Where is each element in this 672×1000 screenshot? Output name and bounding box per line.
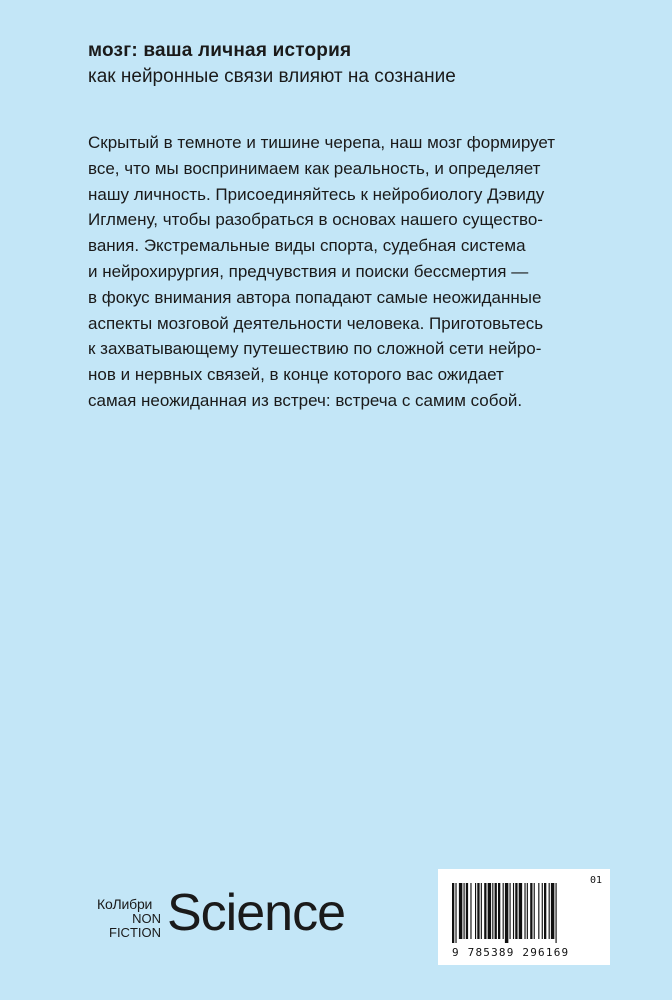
blurb-line: вания. Экстремальные виды спорта, судебная система bbox=[88, 236, 526, 256]
blurb-line: Иглмену, чтобы разобраться в основах нашего существо- bbox=[88, 210, 543, 230]
blurb-line: все, что мы воспринимаем как реальность, и определяет bbox=[88, 158, 541, 178]
barcode-bar bbox=[459, 883, 462, 939]
barcode-bar bbox=[534, 883, 535, 939]
blurb-line: нов и нервных связей, в конце которого вас ожидает bbox=[88, 365, 504, 385]
barcode-bar bbox=[510, 883, 511, 939]
barcode-digits: 9 785389 296169 bbox=[452, 946, 570, 959]
nonfiction-line1: NON bbox=[132, 911, 161, 926]
barcode-bar bbox=[488, 883, 491, 939]
barcode-bar bbox=[527, 883, 528, 939]
barcode-bar bbox=[524, 883, 525, 939]
barcode-bar bbox=[556, 883, 557, 943]
barcode-bar bbox=[470, 883, 471, 939]
barcode-bar bbox=[530, 883, 532, 939]
barcode-addon: 01 bbox=[589, 875, 602, 886]
blurb-line: в фокус внимания автора попадают самые неожиданные bbox=[88, 287, 542, 307]
blurb-line: Скрытый в темноте и тишине черепа, наш мозг формирует bbox=[88, 133, 556, 152]
barcode-bar bbox=[505, 883, 508, 943]
publisher-name: КоЛибри bbox=[97, 896, 153, 912]
barcode-bar bbox=[551, 883, 554, 939]
barcode bbox=[438, 869, 610, 965]
barcode-bar bbox=[542, 883, 543, 939]
barcode-bar bbox=[475, 883, 476, 939]
barcode-bar bbox=[503, 883, 504, 939]
barcode-bar bbox=[519, 883, 522, 939]
nonfiction-label bbox=[97, 912, 161, 939]
barcode-bar bbox=[515, 883, 517, 939]
barcode-bar bbox=[484, 883, 486, 939]
blurb-line: самая неожиданная из встреч: встреча с самим собой. bbox=[88, 390, 523, 410]
barcode-bar bbox=[481, 883, 482, 939]
barcode-bar bbox=[549, 883, 550, 939]
barcode-bar bbox=[464, 883, 465, 939]
barcode-bar bbox=[544, 883, 546, 939]
barcode-bar bbox=[538, 883, 539, 939]
barcode-bar bbox=[452, 883, 454, 943]
book-subtitle: как нейронные связи влияют на сознание bbox=[88, 66, 456, 87]
barcode-bar bbox=[455, 883, 456, 943]
barcode-bar bbox=[513, 883, 514, 939]
blurb-line: нашу личность. Присоединяйтесь к нейробиологу Дэвиду bbox=[88, 184, 545, 204]
barcode-bar bbox=[477, 883, 479, 939]
barcode-bar bbox=[495, 883, 497, 939]
blurb-line: аспекты мозговой деятельности человека. Приготовьтесь bbox=[88, 313, 544, 333]
barcode-bar bbox=[466, 883, 468, 939]
barcode-bar bbox=[492, 883, 493, 939]
blurb bbox=[88, 130, 588, 414]
barcode-bar bbox=[498, 883, 500, 939]
blurb-line: и нейрохирургия, предчувствия и поиски бессмертия — bbox=[88, 261, 529, 281]
blurb-line: к захватывающему путешествию по сложной сети нейро- bbox=[88, 339, 542, 359]
nonfiction-line2: FICTION bbox=[109, 924, 161, 940]
barcode-bars bbox=[450, 883, 600, 943]
series-name: Science bbox=[167, 884, 345, 942]
book-title: мозг: ваша личная история bbox=[88, 40, 352, 61]
